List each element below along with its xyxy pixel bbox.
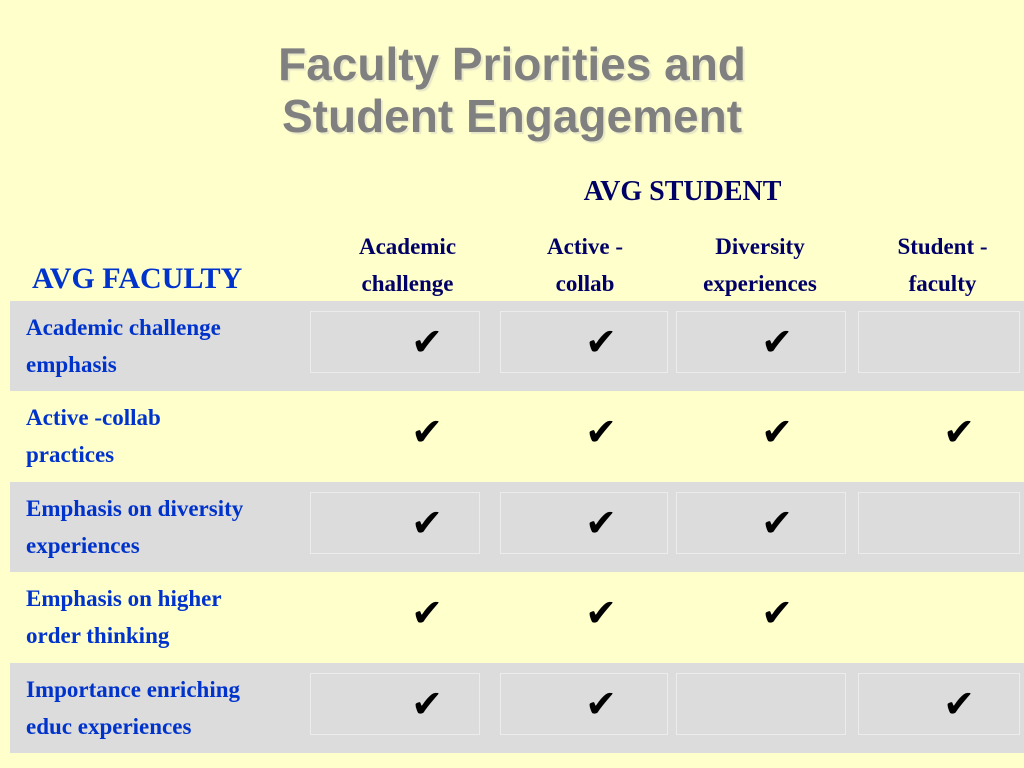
column-header-student-faculty: Student - faculty — [897, 234, 988, 296]
checkmark-icon: ✔ — [411, 682, 443, 726]
column-header-academic-challenge: Academic challenge — [358, 234, 457, 296]
row-label: Importance enriching educ experiences — [26, 677, 241, 739]
title-line-1: Faculty Priorities and — [278, 38, 746, 90]
page-title — [0, 38, 1024, 142]
table-row — [10, 391, 1024, 481]
checkmark-icon: ✔ — [943, 410, 975, 454]
checkmark-icon: ✔ — [411, 591, 443, 635]
column-header-diversity-experiences: Diversity experiences — [703, 234, 817, 296]
table-row — [10, 572, 1024, 662]
title-line-2: Student Engagement — [281, 90, 743, 142]
table-row — [10, 482, 1024, 572]
checkmark-icon: ✔ — [585, 682, 617, 726]
table-row — [10, 301, 1024, 391]
table-row — [10, 663, 1024, 753]
checkmark-icon: ✔ — [411, 410, 443, 454]
column-header-active-collab: Active - collab — [547, 234, 623, 296]
avg-student-label: AVG STUDENT — [583, 176, 782, 207]
checkmark-icon: ✔ — [585, 501, 617, 545]
checkmark-icon: ✔ — [943, 682, 975, 726]
avg-faculty-label: AVG FACULTY — [32, 262, 243, 295]
checkmark-icon: ✔ — [585, 591, 617, 635]
row-label: Academic challenge emphasis — [26, 315, 221, 377]
row-label: Active -collab practices — [26, 405, 161, 467]
checkmark-icon: ✔ — [411, 320, 443, 364]
row-label: Emphasis on higher order thinking — [26, 586, 222, 648]
row-label: Emphasis on diversity experiences — [26, 496, 244, 558]
checkmark-icon: ✔ — [761, 591, 793, 635]
checkmark-icon: ✔ — [761, 410, 793, 454]
checkmark-icon: ✔ — [761, 320, 793, 364]
checkmark-icon: ✔ — [411, 501, 443, 545]
checkmark-icon: ✔ — [585, 320, 617, 364]
checkmark-icon: ✔ — [761, 501, 793, 545]
checkmark-icon: ✔ — [585, 410, 617, 454]
